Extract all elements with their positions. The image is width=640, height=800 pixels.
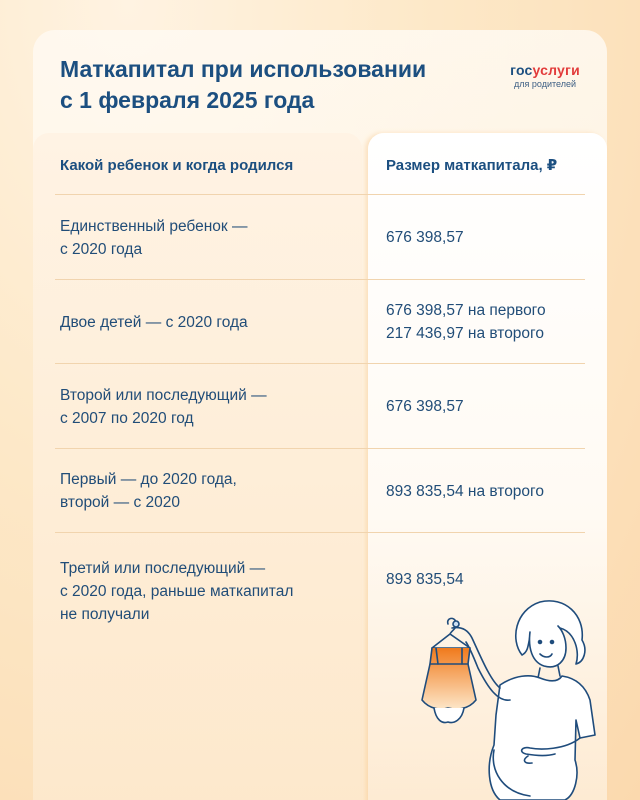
column-header-child: Какой ребенок и когда родился bbox=[60, 156, 294, 174]
text-line: Первый — до 2020 года, bbox=[60, 471, 237, 488]
child-description bbox=[60, 557, 293, 626]
amount-value bbox=[386, 226, 464, 249]
text-line: второй — с 2020 bbox=[60, 494, 180, 511]
text-line: Третий или последующий — bbox=[60, 560, 266, 577]
table-row bbox=[33, 364, 607, 449]
text-line: 676 398,57 bbox=[386, 398, 464, 415]
child-description bbox=[60, 311, 248, 334]
column-header-amount: Размер маткапитала, ₽ bbox=[386, 157, 558, 174]
table-header-row bbox=[33, 133, 607, 195]
table-row bbox=[33, 449, 607, 533]
title-line-2: с 1 февраля 2025 года bbox=[60, 87, 315, 113]
pregnant-woman-illustration bbox=[390, 560, 610, 800]
text-line: с 2020 года bbox=[60, 240, 143, 258]
text-line: с 2007 по 2020 год bbox=[60, 409, 194, 427]
text-line: 676 398,57 bbox=[386, 229, 464, 246]
text-line: Второй или последующий — bbox=[60, 386, 267, 404]
child-description bbox=[60, 468, 237, 514]
text-line: не получали bbox=[60, 606, 150, 623]
text-line: Двое детей — с 2020 года bbox=[60, 313, 248, 331]
text-line: с 2020 года, раньше маткапитал bbox=[60, 583, 294, 600]
table-row bbox=[33, 280, 607, 364]
amount-value bbox=[386, 395, 464, 418]
amount-value bbox=[386, 299, 546, 345]
logo-subtitle: для родителей bbox=[514, 79, 576, 89]
text-line: Единственный ребенок — bbox=[60, 217, 248, 235]
child-description bbox=[60, 384, 267, 430]
text-line: 893 835,54 на второго bbox=[386, 482, 544, 500]
amount-value bbox=[386, 480, 544, 503]
gosuslugi-logo bbox=[500, 62, 590, 89]
table-row bbox=[33, 195, 607, 280]
page-title bbox=[60, 54, 480, 116]
text-line: 217 436,97 на второго bbox=[386, 325, 544, 342]
child-description bbox=[60, 215, 248, 261]
text-line: 676 398,57 на первого bbox=[386, 302, 546, 319]
text-line: 893 835,54 bbox=[386, 571, 464, 588]
logo-gos: гос bbox=[510, 62, 533, 78]
logo-uslugi: услуги bbox=[532, 62, 580, 78]
title-line-1: Маткапитал при использовании bbox=[60, 56, 427, 82]
